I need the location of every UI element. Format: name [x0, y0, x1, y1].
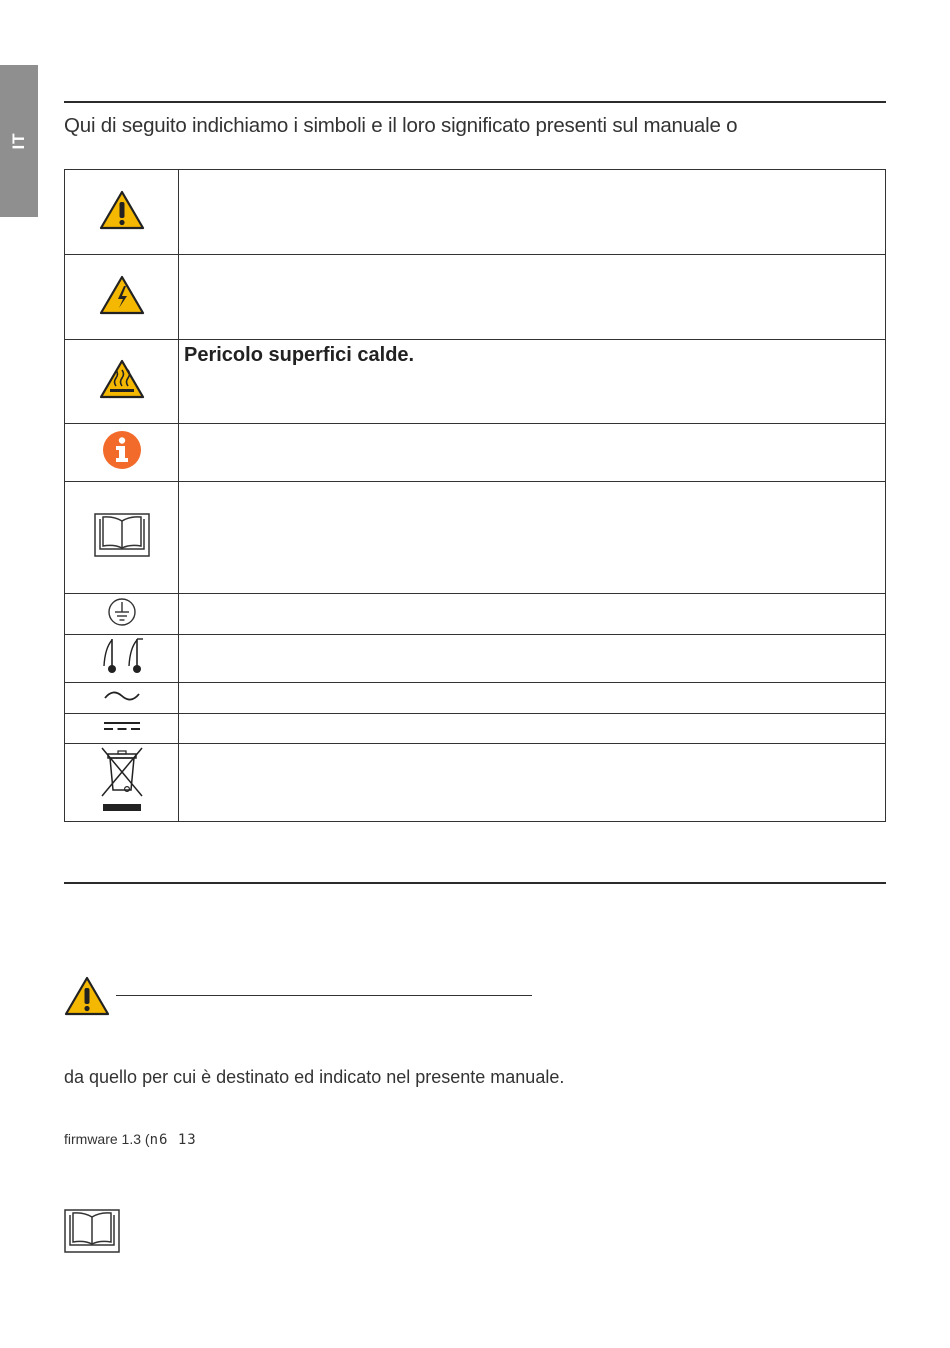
firmware-display-code: n6 13 — [149, 1132, 197, 1148]
symbol-description — [179, 424, 886, 482]
table-row — [65, 594, 886, 635]
intro-text: Qui di seguito indichiamo i simboli e il loro significato presenti sul manuale o — [64, 114, 738, 137]
table-row — [65, 424, 886, 482]
caution-heading-underline — [116, 995, 532, 996]
table-row — [65, 255, 886, 340]
symbol-description: Pericolo superfici calde. — [179, 340, 886, 424]
table-row — [65, 683, 886, 714]
table-row — [65, 170, 886, 255]
protective-earth-icon — [107, 597, 137, 627]
alternating-current-icon — [102, 687, 142, 705]
symbol-description — [179, 635, 886, 683]
language-code: IT — [9, 132, 28, 150]
firmware-prefix: firmware 1.3 ( — [64, 1131, 150, 1147]
temperature-limits-icon — [97, 636, 147, 676]
symbol-description — [179, 744, 886, 822]
section-divider — [64, 882, 886, 884]
symbol-description — [179, 594, 886, 635]
symbol-description — [179, 170, 886, 255]
info-icon — [102, 430, 142, 470]
firmware-version — [64, 1131, 197, 1148]
direct-current-icon — [102, 719, 142, 733]
language-tab — [0, 65, 38, 217]
symbol-description — [179, 482, 886, 594]
warning-exclamation-icon — [99, 190, 145, 230]
symbol-description — [179, 683, 886, 714]
read-manual-icon — [94, 513, 150, 557]
symbol-description — [179, 714, 886, 744]
warning-exclamation-icon — [64, 976, 110, 1016]
weee-crossed-bin-icon — [98, 746, 146, 814]
table-row — [65, 482, 886, 594]
symbols-table — [64, 169, 886, 822]
symbol-description — [179, 255, 886, 340]
electric-hazard-icon — [99, 275, 145, 315]
table-row — [65, 744, 886, 822]
table-row — [65, 340, 886, 424]
top-divider — [64, 101, 886, 103]
hot-surface-icon — [99, 359, 145, 399]
usage-text: da quello per cui è destinato ed indicato nel presente manuale. — [64, 1067, 565, 1087]
read-manual-icon — [64, 1209, 120, 1253]
table-row — [65, 635, 886, 683]
table-row — [65, 714, 886, 744]
